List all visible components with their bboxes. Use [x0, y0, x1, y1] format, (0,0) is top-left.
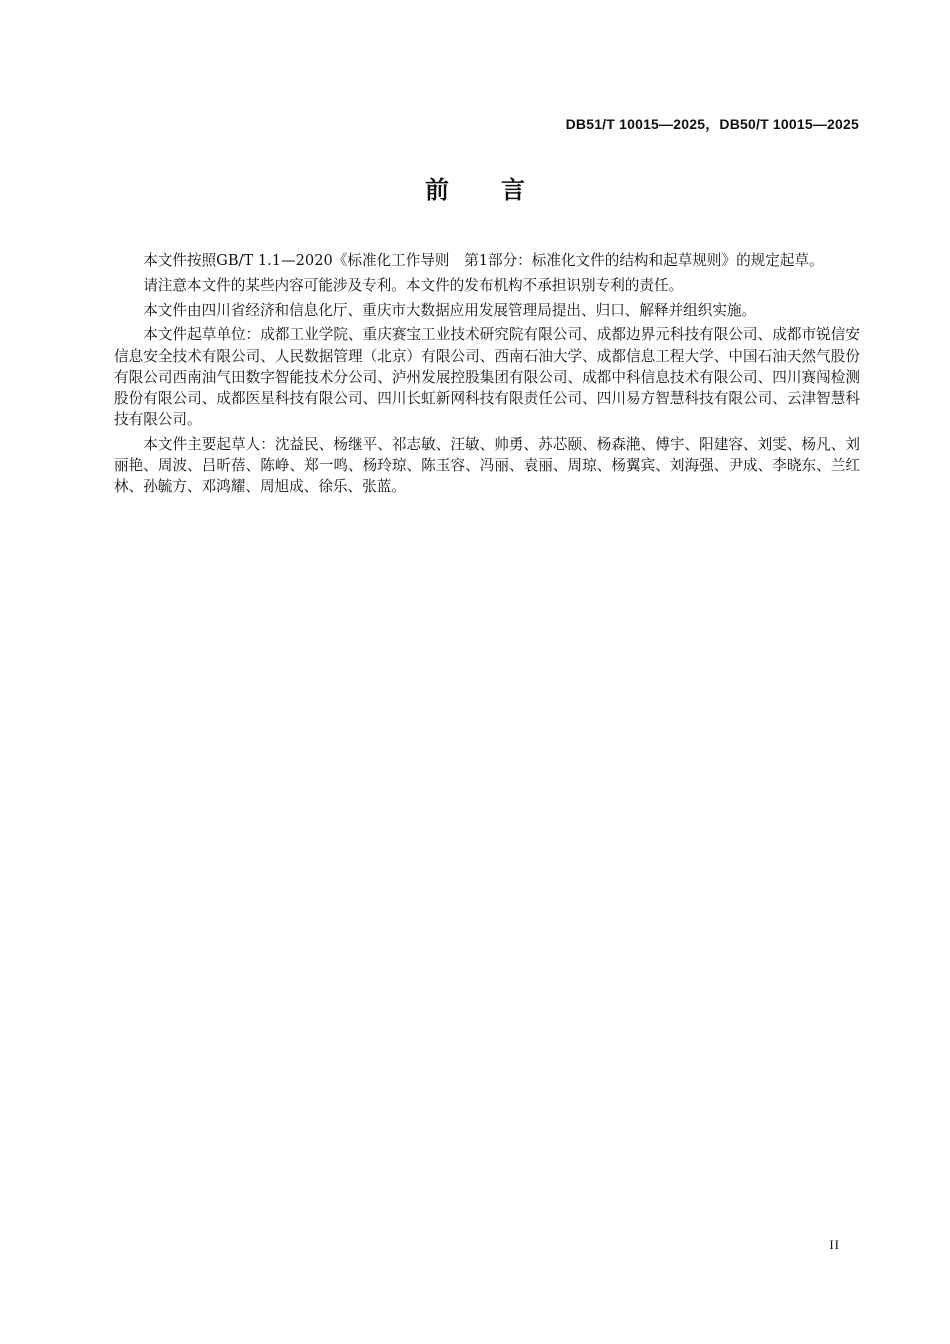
- paragraph-patent-notice: 请注意本文件的某些内容可能涉及专利。本文件的发布机构不承担识别专利的责任。: [143, 276, 684, 294]
- page-title: 前言: [425, 176, 577, 204]
- paragraph-main-drafters: 本文件主要起草人：沈益民、杨继平、祁志敏、汪敏、帅勇、苏芯颐、杨森滟、傅宇、阳建容、刘雯、杨凡、刘丽艳、周波、吕昕蓓、陈峥、郑一鸣、杨玲琼、陈玉容、冯丽、袁丽、周琼、杨翼宾、刘海强、尹成、李晓东、兰红林、孙毓方、邓鸿耀、周旭成、徐乐、张蓝。: [114, 436, 860, 496]
- paragraph-drafting-rules: 本文件按照GB/T 1.1—2020《标准化工作导则 第1部分：标准化文件的结构和起草规则》的规定起草。: [143, 252, 824, 269]
- page-number: II: [829, 1237, 840, 1252]
- paragraph-proposer: 本文件由四川省经济和信息化厅、重庆市大数据应用发展管理局提出、归口、解释并组织实施。: [143, 301, 757, 319]
- standard-code-header: DB51/T 10015—2025，DB50/T 10015—2025: [565, 116, 859, 132]
- foreword-body: [114, 250, 860, 501]
- paragraph-drafting-units: 本文件起草单位：成都工业学院、重庆赛宝工业技术研究院有限公司、成都边界元科技有限公司、成都市锐信安信息安全技术有限公司、人民数据管理（北京）有限公司、西南石油大学、成都信息工程大学、中国石油天然气股份有限公司西南油气田数字智能技术分公司、泸州发展控股集团有限公司、成都中科信息技术有限公司、四川赛闯检测股份有限公司、成都医星科技有限公司、四川长虹新网科技有限责任公司、四川易方智慧科技有限公司、云津智慧科技有限公司。: [114, 326, 860, 429]
